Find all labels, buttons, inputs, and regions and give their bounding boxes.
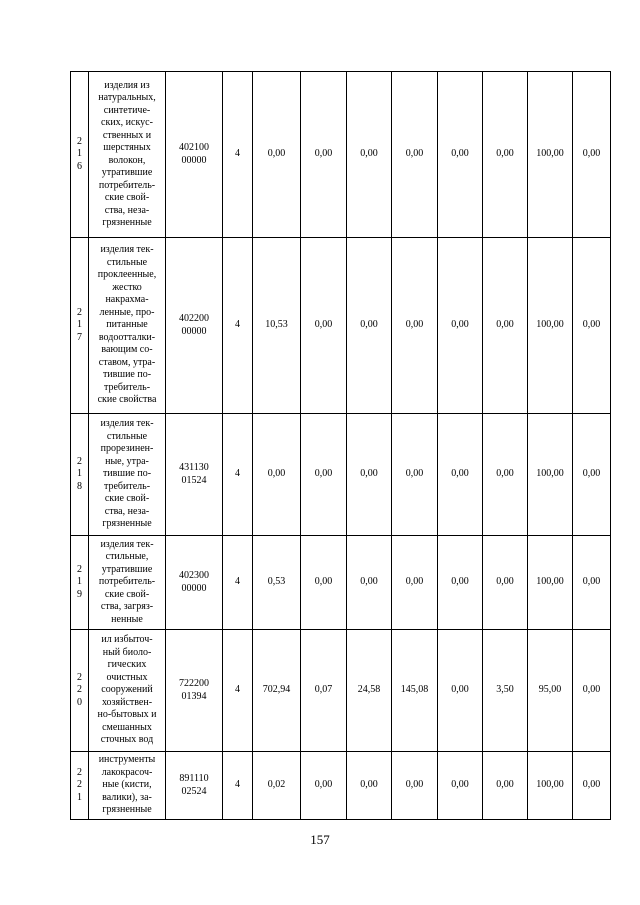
cell-v1: 0,02: [253, 752, 301, 820]
cell-name: ил избыточ- ный биоло- гических очистных сооружений хозяйствен- но-бытовых и смешанных сточных вод: [89, 630, 166, 752]
cell-v2: 0,07: [301, 630, 347, 752]
cell-code: 722200 01394: [166, 630, 223, 752]
cell-v4: 0,00: [392, 414, 438, 536]
cell-v2: 0,00: [301, 238, 347, 414]
cell-code: 891110 02524: [166, 752, 223, 820]
cell-v6: 0,00: [483, 536, 528, 630]
cell-v4: 0,00: [392, 752, 438, 820]
cell-class: 4: [223, 414, 253, 536]
cell-class: 4: [223, 752, 253, 820]
cell-v6: 0,00: [483, 238, 528, 414]
cell-v3: 0,00: [347, 72, 392, 238]
cell-num: 2 1 9: [71, 536, 89, 630]
cell-code: 431130 01524: [166, 414, 223, 536]
table-row: [71, 630, 611, 752]
cell-v2: 0,00: [301, 752, 347, 820]
cell-v5: 0,00: [438, 536, 483, 630]
cell-class: 4: [223, 238, 253, 414]
cell-v4: 0,00: [392, 72, 438, 238]
cell-class: 4: [223, 630, 253, 752]
cell-v8: 0,00: [573, 630, 611, 752]
cell-v3: 0,00: [347, 238, 392, 414]
cell-num: 2 1 7: [71, 238, 89, 414]
cell-name: изделия тек- стильные прорезинен- ные, утра- тившие по- требитель- ские свой- ства, неза- грязненные: [89, 414, 166, 536]
cell-v4: 0,00: [392, 238, 438, 414]
cell-v6: 3,50: [483, 630, 528, 752]
page-number: 157: [310, 832, 330, 847]
cell-class: 4: [223, 536, 253, 630]
cell-v7: 95,00: [528, 630, 573, 752]
cell-v8: 0,00: [573, 72, 611, 238]
cell-name: изделия тек- стильные проклеенные, жестко накрахма- ленные, про- питанные водоотталки- вающим со- ставом, утра- тившие по- требитель- ские свойства: [89, 238, 166, 414]
cell-v6: 0,00: [483, 414, 528, 536]
cell-code: 402300 00000: [166, 536, 223, 630]
cell-v3: 0,00: [347, 414, 392, 536]
table-row: [71, 238, 611, 414]
cell-v1: 0,53: [253, 536, 301, 630]
cell-v5: 0,00: [438, 630, 483, 752]
table-row: [71, 752, 611, 820]
cell-name: изделия тек- стильные, утратившие потребитель- ские свой- ства, загряз- ненные: [89, 536, 166, 630]
cell-v8: 0,00: [573, 536, 611, 630]
cell-v6: 0,00: [483, 72, 528, 238]
cell-v7: 100,00: [528, 536, 573, 630]
cell-v5: 0,00: [438, 238, 483, 414]
cell-num: 2 2 1: [71, 752, 89, 820]
cell-v7: 100,00: [528, 414, 573, 536]
cell-num: 2 2 0: [71, 630, 89, 752]
cell-v2: 0,00: [301, 536, 347, 630]
cell-code: 402100 00000: [166, 72, 223, 238]
cell-v1: 0,00: [253, 72, 301, 238]
table-row: [71, 536, 611, 630]
cell-v6: 0,00: [483, 752, 528, 820]
cell-class: 4: [223, 72, 253, 238]
cell-v1: 702,94: [253, 630, 301, 752]
cell-v4: 145,08: [392, 630, 438, 752]
cell-v5: 0,00: [438, 414, 483, 536]
cell-v1: 0,00: [253, 414, 301, 536]
cell-v1: 10,53: [253, 238, 301, 414]
cell-v2: 0,00: [301, 414, 347, 536]
cell-name: изделия из натуральных, синтетиче- ских, искус- ственных и шерстяных волокон, утратившие потребитель- ские свой- ства, неза- грязненные: [89, 72, 166, 238]
cell-num: 2 1 8: [71, 414, 89, 536]
cell-v8: 0,00: [573, 238, 611, 414]
cell-v2: 0,00: [301, 72, 347, 238]
cell-code: 402200 00000: [166, 238, 223, 414]
cell-v3: 24,58: [347, 630, 392, 752]
waste-table: [70, 71, 611, 820]
cell-num: 2 1 6: [71, 72, 89, 238]
table-row: [71, 414, 611, 536]
cell-v3: 0,00: [347, 752, 392, 820]
cell-v3: 0,00: [347, 536, 392, 630]
cell-name: инструменты лакокрасоч- ные (кисти, валики), за- грязненные: [89, 752, 166, 820]
cell-v8: 0,00: [573, 752, 611, 820]
cell-v4: 0,00: [392, 536, 438, 630]
cell-v8: 0,00: [573, 414, 611, 536]
cell-v7: 100,00: [528, 752, 573, 820]
table-row: [71, 72, 611, 238]
cell-v7: 100,00: [528, 238, 573, 414]
cell-v7: 100,00: [528, 72, 573, 238]
cell-v5: 0,00: [438, 752, 483, 820]
cell-v5: 0,00: [438, 72, 483, 238]
